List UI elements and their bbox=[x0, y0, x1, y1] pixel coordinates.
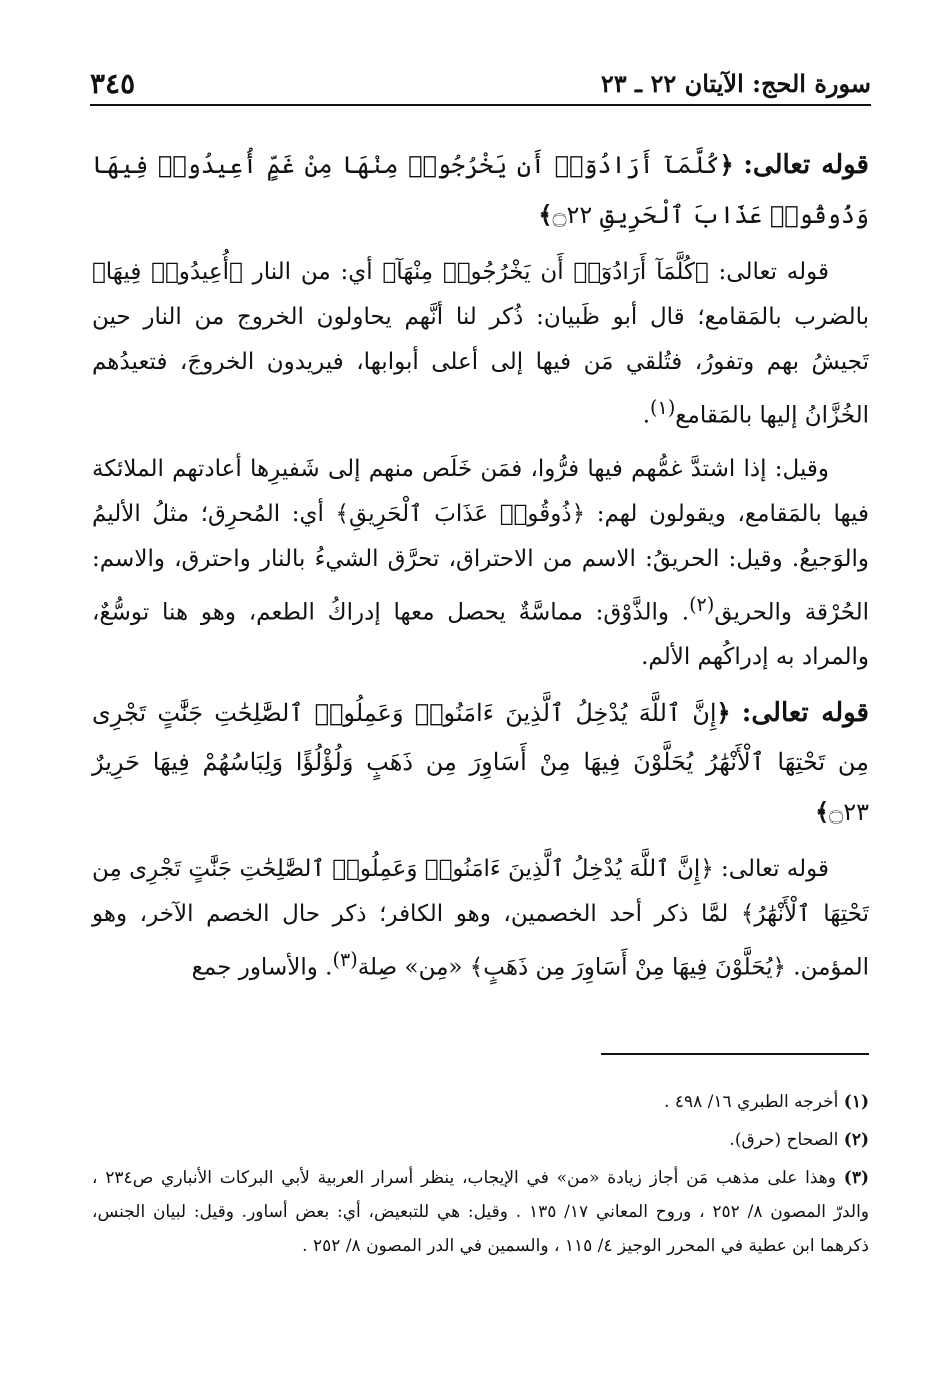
footnote-1 bbox=[92, 1085, 869, 1119]
main-text bbox=[92, 140, 869, 999]
verse-23 bbox=[92, 688, 869, 837]
paragraph-end: . bbox=[642, 402, 651, 429]
bracket-open: ﴿ bbox=[716, 698, 731, 728]
commentary-paragraph-1 bbox=[92, 250, 869, 439]
footnote-number: (١) bbox=[843, 1092, 869, 1112]
footnote-text: الصحاح (حرق). bbox=[729, 1130, 839, 1150]
paragraph-text: قوله تعالى: ﴿إِنَّ ٱللَّهَ يُدْخِلُ ٱلَّذِينَ ءَامَنُوا۟ وَعَمِلُوا۟ ٱلصَّٰلِحَٰتِ جَنَّٰتٍ تَجْرِى مِن تَحْتِهَا ٱلْأَنْهَٰرُ﴾ لمَّا ذكر أحد الخصمين، وهو الكافر؛ ذكر حال الخصم الآخر، وهو المؤمن. ﴿يُحَلَّوْنَ فِيهَا مِنْ أَسَاوِرَ مِن ذَهَبٍ﴾ «مِن» صِلة bbox=[92, 856, 869, 981]
bracket-close: ﴾ bbox=[815, 797, 830, 827]
footnote-separator bbox=[601, 1053, 869, 1055]
bracket-close: ﴾ bbox=[538, 200, 553, 229]
footnotes bbox=[92, 1085, 869, 1267]
verse-label: قوله تعالى: bbox=[743, 150, 869, 180]
paragraph-text: وقيل: إذا اشتدَّ غمُّهم فيها فرُّوا، فمَن خَلَص منهم إلى شَفيرِها أعادتهم الملائكة فيها بالمَقامع، ويقولون لهم: ﴿ذُوقُوا۟ عَذَابَ ٱلْحَرِيقِ﴾ أي: المُحرِق؛ مثلُ الأليمُ والوَجيعُ. وقيل: الحريقُ: الاسم من الاحتراق، تحرَّق الشيءُ بالنار واحترق، والاسم: الحُرْقة والحريق bbox=[92, 455, 869, 626]
paragraph-text-cont: . والذَّوْق: مماسَّةٌ يحصل معها إدراكُ الطعم، وهو هنا توسُّعٌ، والمراد به إدراكُهم الألم. bbox=[92, 599, 869, 671]
verse-label: قوله تعالى: bbox=[741, 698, 869, 729]
verse-22 bbox=[92, 140, 869, 240]
footnote-2 bbox=[92, 1123, 869, 1157]
footnote-number: (٢) bbox=[843, 1130, 869, 1150]
paragraph-text: قوله تعالى: ﴿كُلَّمَآ أَرَادُوٓا۟ أَن يَخْرُجُوا۟ مِنْهَآ﴾ أي: من النار ﴿أُعِيدُوا۟ فِيهَا﴾ بالضرب بالمَقامع؛ قال أبو ظَبيان: ذُكر لنا أنَّهم يحاولون الخروج من النار حين تَجيشُ بهم وتفورُ، فتُلقي مَن فيها إلى أعلى أبوابها، فيريدون الخروجَ، فتعيدُهم الخُزَّانُ إليها بالمَقامع bbox=[92, 259, 869, 429]
page-header bbox=[90, 62, 871, 106]
footnote-ref: (٢) bbox=[689, 592, 715, 616]
paragraph-text-cont: . والأساور جمع bbox=[191, 954, 333, 981]
bracket-open: ﴿ bbox=[719, 150, 734, 179]
footnote-ref: (١) bbox=[650, 396, 676, 419]
footnote-ref: (٣) bbox=[332, 948, 358, 972]
commentary-paragraph-3 bbox=[92, 847, 869, 991]
footnote-number: (٣) bbox=[843, 1168, 869, 1188]
footnote-text: وهذا على مذهب مَن أجاز زيادة «من» في الإيجاب، ينظر أسرار العربية لأبي البركات الأنباري ص٢٣٤ ، والدرّ المصون ٨/ ٢٥٢ ، وروح المعاني ١٧/ ١٣٥ . وقيل: هي للتبعيض، أي: بعض أساور. وقيل: لبيان الجنس، ذكرهما ابن عطية في المحرر الوجيز ٤/ ١١٥ ، والسمين في الدر المصون ٨/ ٢٥٢ . bbox=[92, 1168, 870, 1256]
surah-title: سورة الحج: الآيتان ٢٢ ـ ٢٣ bbox=[600, 68, 871, 98]
verse-text: كُلَّمَآ أَرَادُوٓا۟ أَن يَخْرُجُوا۟ مِنْهَا مِنْ غَمٍّ أُعِيدُوا۟ فِيهَا وَذُوقُوا۟ عَذَابَ ٱلْحَرِيقِ ۝٢٢ bbox=[92, 151, 869, 229]
commentary-paragraph-2 bbox=[92, 447, 869, 681]
footnote-3 bbox=[92, 1161, 869, 1263]
footnote-text: أخرجه الطبري ١٦/ ٤٩٨ . bbox=[664, 1092, 839, 1112]
verse-text: إِنَّ ٱللَّهَ يُدْخِلُ ٱلَّذِينَ ءَامَنُوا۟ وَعَمِلُوا۟ ٱلصَّٰلِحَٰتِ جَنَّٰتٍ تَجْرِى مِن تَحْتِهَا ٱلْأَنْهَٰرُ يُحَلَّوْنَ فِيهَا مِنْ أَسَاوِرَ مِن ذَهَبٍ وَلُؤْلُؤًا وَلِبَاسُهُمْ فِيهَا حَرِيرٌ ۝٢٣ bbox=[92, 699, 869, 827]
page-number: ٣٤٥ bbox=[90, 66, 136, 100]
